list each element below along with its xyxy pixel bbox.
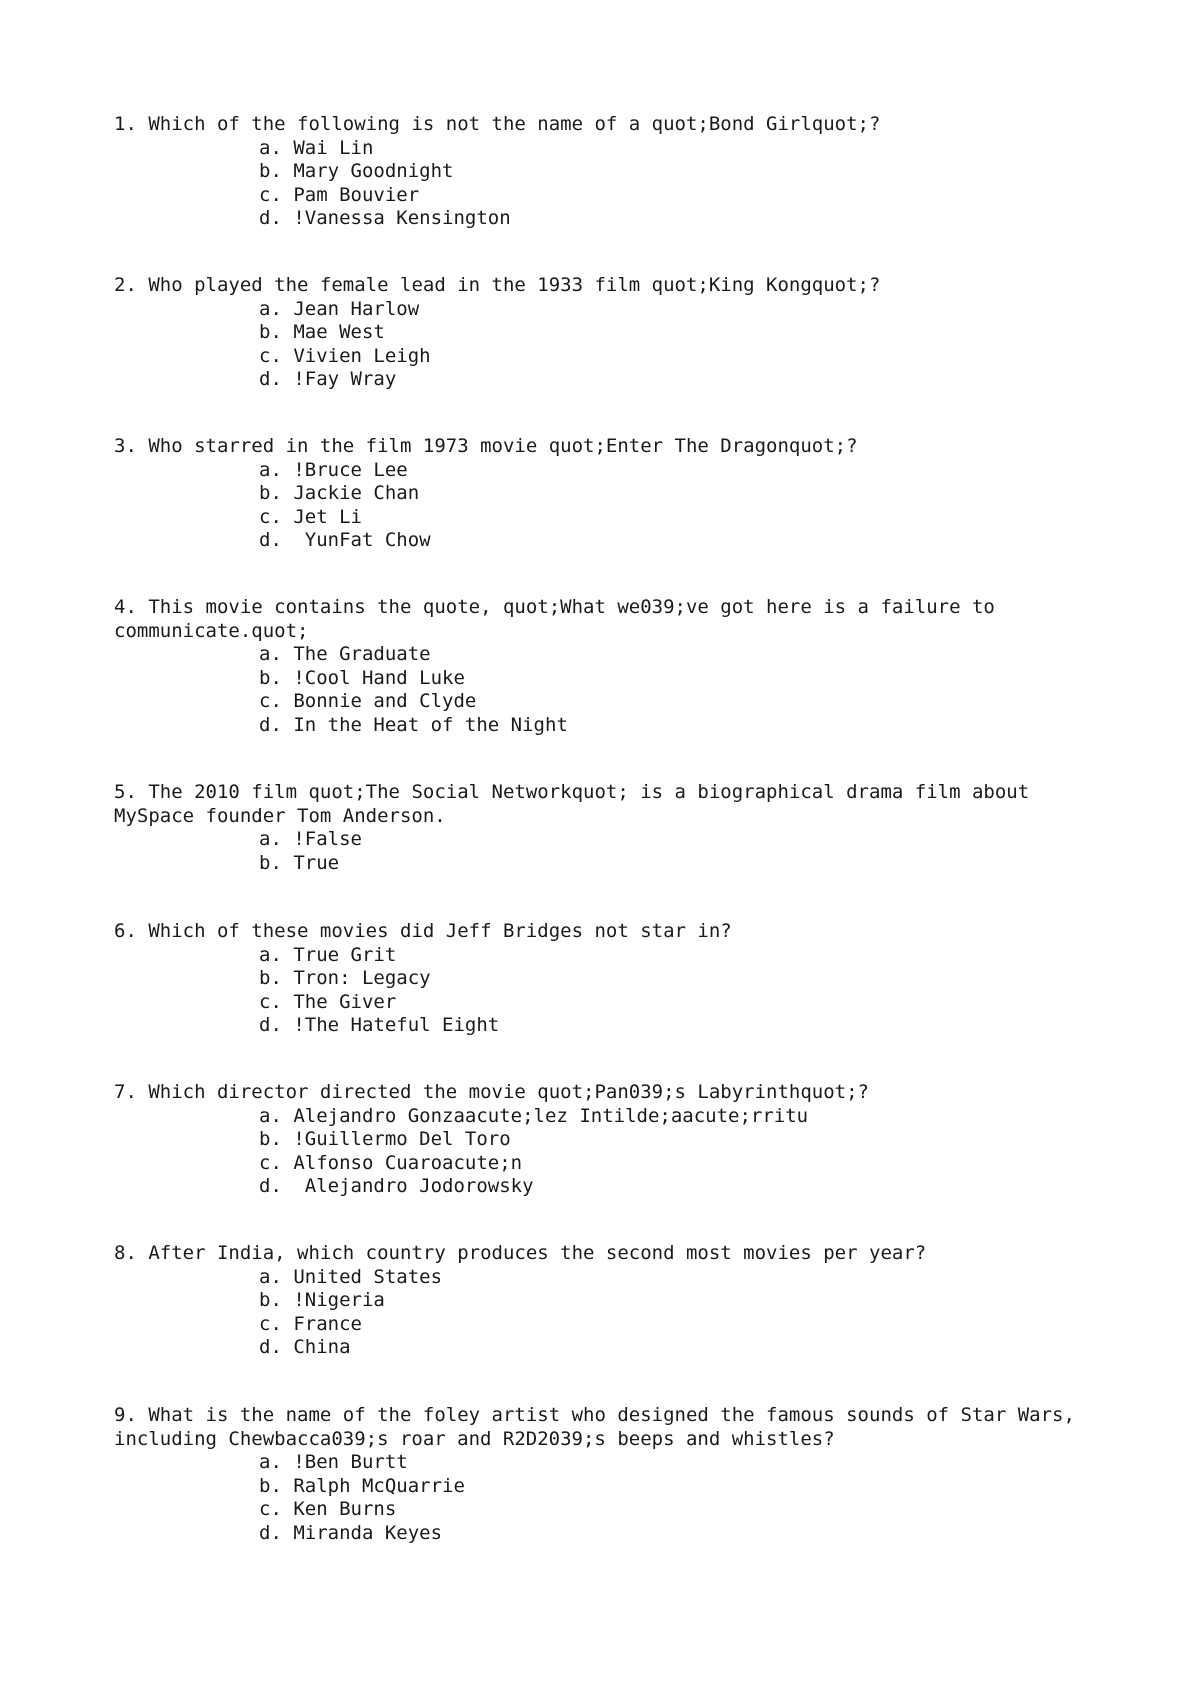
question-text <box>114 1404 1114 1451</box>
question-2 <box>114 274 1114 392</box>
option-text: Bonnie and Clyde <box>293 690 477 712</box>
option-text: Alejandro Jodorowsky <box>293 1175 534 1197</box>
question-3 <box>114 435 1114 553</box>
option-list <box>114 1266 1114 1360</box>
question-number: 4. <box>114 596 137 618</box>
option-text: !False <box>293 828 362 850</box>
question-number: 2. <box>114 274 137 296</box>
option-letter: b. <box>259 666 282 689</box>
option-list <box>114 643 1114 737</box>
option-text: !Fay Wray <box>293 368 397 390</box>
question-text <box>114 920 1114 944</box>
option-text: True <box>293 851 340 874</box>
option-text: !Bruce Lee <box>293 458 408 481</box>
option-letter: b. <box>259 321 282 343</box>
option-text: The Giver <box>293 990 397 1013</box>
question-number: 6. <box>114 920 137 942</box>
option-text: Jet Li <box>293 505 362 528</box>
option-a <box>259 1451 1114 1475</box>
option-b <box>259 1475 1114 1499</box>
option-text: France <box>293 1312 362 1335</box>
option-letter: a. <box>259 828 282 850</box>
option-b <box>259 1128 1114 1152</box>
option-a <box>259 828 1114 852</box>
option-text: Alfonso Cuaroacute;n <box>293 1151 523 1174</box>
question-5 <box>114 781 1114 875</box>
option-letter: c. <box>259 690 282 712</box>
option-letter: b. <box>259 967 282 989</box>
option-a <box>259 298 1114 322</box>
option-letter: d. <box>259 1521 282 1544</box>
option-letter: a. <box>259 1265 282 1288</box>
option-c <box>259 1498 1114 1522</box>
option-d <box>259 1014 1114 1038</box>
option-letter: d. <box>259 1336 282 1358</box>
option-c <box>259 1152 1114 1176</box>
option-text: The Graduate <box>293 643 431 665</box>
option-a <box>259 944 1114 968</box>
option-list <box>114 1105 1114 1199</box>
option-b <box>259 482 1114 506</box>
option-text: Tron: Legacy <box>293 967 431 989</box>
option-text: !Cool Hand Luke <box>293 666 465 689</box>
question-prompt: Which of these movies did Jeff Bridges not star in? <box>148 920 732 942</box>
option-letter: c. <box>259 1498 282 1520</box>
option-letter: c. <box>259 1312 282 1335</box>
option-letter: c. <box>259 183 282 206</box>
option-letter: d. <box>259 207 282 229</box>
option-letter: c. <box>259 344 282 367</box>
question-prompt: After India, which country produces the second most movies per year? <box>148 1242 927 1264</box>
option-c <box>259 1313 1114 1337</box>
question-text <box>114 274 1114 298</box>
option-list <box>114 137 1114 231</box>
question-text <box>114 781 1114 828</box>
option-letter: a. <box>259 297 282 320</box>
option-letter: b. <box>259 1289 282 1311</box>
option-text: Miranda Keyes <box>293 1521 443 1544</box>
option-letter: c. <box>259 505 282 528</box>
option-text: China <box>293 1336 351 1358</box>
question-text <box>114 435 1114 459</box>
option-text: Vivien Leigh <box>293 344 431 367</box>
option-list <box>114 459 1114 553</box>
question-6 <box>114 920 1114 1038</box>
option-list <box>114 828 1114 875</box>
option-letter: c. <box>259 1151 282 1174</box>
option-d <box>259 207 1114 231</box>
option-c <box>259 991 1114 1015</box>
option-letter: b. <box>259 482 282 504</box>
option-letter: a. <box>259 1451 282 1473</box>
question-8 <box>114 1242 1114 1360</box>
option-c <box>259 345 1114 369</box>
option-b <box>259 321 1114 345</box>
option-list <box>114 298 1114 392</box>
option-d <box>259 1336 1114 1360</box>
question-number: 3. <box>114 435 137 457</box>
question-prompt: What is the name of the foley artist who designed the famous sounds of Star Wars, including Chewbacca039;s roar and R2D2039;s beeps and whistles? <box>114 1404 1087 1450</box>
option-letter: b. <box>259 1474 282 1497</box>
option-text: !Vanessa Kensington <box>293 207 511 229</box>
question-number: 8. <box>114 1242 137 1264</box>
option-b <box>259 967 1114 991</box>
option-text: Jean Harlow <box>293 297 420 320</box>
option-letter: d. <box>259 1014 282 1036</box>
option-text: Mary Goodnight <box>293 160 454 182</box>
question-prompt: Who starred in the film 1973 movie quot;Enter The Dragonquot;? <box>148 435 858 457</box>
option-a <box>259 643 1114 667</box>
option-d <box>259 529 1114 553</box>
option-text: Ken Burns <box>293 1498 397 1520</box>
option-b <box>259 852 1114 876</box>
option-letter: d. <box>259 713 282 736</box>
question-text <box>114 596 1114 643</box>
option-a <box>259 1266 1114 1290</box>
option-letter: a. <box>259 943 282 966</box>
question-number: 1. <box>114 113 137 135</box>
option-d <box>259 714 1114 738</box>
option-text: YunFat Chow <box>293 529 431 551</box>
option-a <box>259 1105 1114 1129</box>
question-prompt: The 2010 film quot;The Social Networkquot; is a biographical drama film about MySpace founder Tom Anderson. <box>114 781 1041 827</box>
option-list <box>114 944 1114 1038</box>
option-c <box>259 506 1114 530</box>
option-text: !Ben Burtt <box>293 1451 408 1473</box>
option-d <box>259 1522 1114 1546</box>
option-letter: a. <box>259 458 282 481</box>
option-b <box>259 1289 1114 1313</box>
option-letter: d. <box>259 368 282 390</box>
question-number: 5. <box>114 781 137 803</box>
option-b <box>259 160 1114 184</box>
option-letter: a. <box>259 1104 282 1127</box>
question-4 <box>114 596 1114 737</box>
option-text: Jackie Chan <box>293 482 420 504</box>
option-b <box>259 667 1114 691</box>
option-text: !Guillermo Del Toro <box>293 1128 511 1150</box>
option-letter: b. <box>259 1128 282 1150</box>
option-text: Wai Lin <box>293 136 374 159</box>
question-prompt: Which director directed the movie quot;Pan039;s Labyrinthquot;? <box>148 1081 869 1103</box>
option-d <box>259 368 1114 392</box>
option-text: !Nigeria <box>293 1289 385 1311</box>
option-letter: b. <box>259 851 282 874</box>
question-number: 9. <box>114 1404 137 1426</box>
question-prompt: This movie contains the quote, quot;What we039;ve got here is a failure to communicate.quot; <box>114 596 1007 642</box>
option-text: In the Heat of the Night <box>293 713 568 736</box>
option-text: Ralph McQuarrie <box>293 1474 465 1497</box>
question-7 <box>114 1081 1114 1199</box>
option-a <box>259 137 1114 161</box>
option-text: !The Hateful Eight <box>293 1014 500 1036</box>
option-letter: c. <box>259 990 282 1013</box>
question-prompt: Who played the female lead in the 1933 film quot;King Kongquot;? <box>148 274 881 296</box>
question-9 <box>114 1404 1114 1545</box>
option-text: Pam Bouvier <box>293 183 420 206</box>
option-a <box>259 459 1114 483</box>
question-prompt: Which of the following is not the name of a quot;Bond Girlquot;? <box>148 113 881 135</box>
option-c <box>259 690 1114 714</box>
option-letter: a. <box>259 643 282 665</box>
question-text <box>114 1242 1114 1266</box>
question-text <box>114 113 1114 137</box>
option-letter: a. <box>259 136 282 159</box>
option-letter: d. <box>259 1175 282 1197</box>
question-text <box>114 1081 1114 1105</box>
option-c <box>259 184 1114 208</box>
question-number: 7. <box>114 1081 137 1103</box>
option-letter: d. <box>259 529 282 551</box>
option-text: Alejandro Gonzaacute;lez Intilde;aacute;rritu <box>293 1104 809 1127</box>
option-text: United States <box>293 1265 443 1288</box>
option-letter: b. <box>259 160 282 182</box>
option-d <box>259 1175 1114 1199</box>
option-list <box>114 1451 1114 1545</box>
option-text: True Grit <box>293 943 397 966</box>
option-text: Mae West <box>293 321 385 343</box>
question-1 <box>114 113 1114 231</box>
